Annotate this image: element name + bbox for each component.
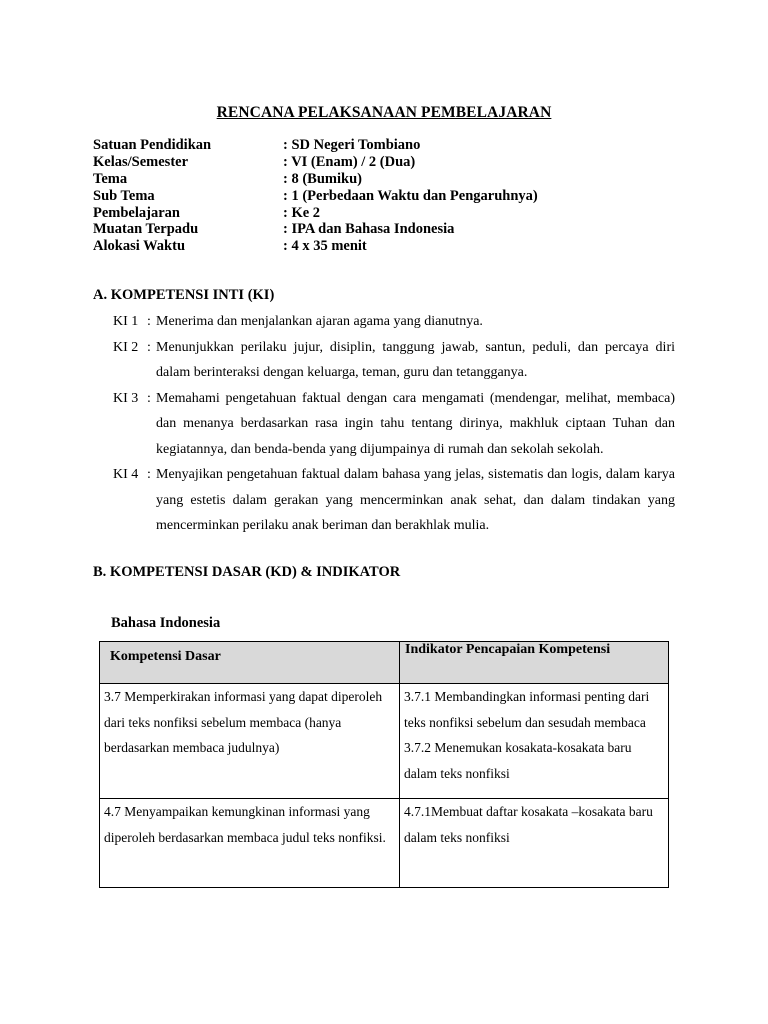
kd-table	[99, 641, 669, 888]
info-row	[93, 154, 538, 171]
section-heading-kd: B. KOMPETENSI DASAR (KD) & INDIKATOR	[93, 564, 401, 580]
table-header-cell: Indikator Pencapaian Kompetensi	[400, 642, 669, 684]
ki-text: Memahami pengetahuan faktual dengan cara mengamati (mendengar, melihat, membaca) dan menanya berdasarkan rasa ingin tahu tentang dirinya, makhluk ciptaan Tuhan dan kegiatannya, dan benda-benda yang dijumpainya di rumah dan sekolah sekolah.	[156, 390, 675, 457]
info-row	[93, 238, 538, 255]
info-value: : 8 (Bumiku)	[283, 170, 362, 187]
kd-cell: 3.7 Memperkirakan informasi yang dapat diperoleh dari teks nonfiksi sebelum membaca (hanya berdasarkan membaca judulnya)	[100, 684, 400, 799]
info-block	[93, 137, 538, 255]
table-header-cell: Kompetensi Dasar	[100, 642, 400, 684]
info-value: : 1 (Perbedaan Waktu dan Pengaruhnya)	[283, 187, 538, 204]
ki-item: KI 1 : Menerima dan menjalankan ajaran agama yang dianutnya.	[113, 309, 675, 335]
subject-heading: Bahasa Indonesia	[111, 615, 221, 631]
document-title: RENCANA PELAKSANAAN PEMBELAJARAN	[216, 104, 552, 121]
info-value: : VI (Enam) / 2 (Dua)	[283, 153, 416, 170]
indicator-item: 3.7.2 Menemukan kosakata-kosakata baru dalam teks nonfiksi	[404, 740, 632, 781]
info-label: Tema	[93, 170, 128, 187]
info-label: Pembelajaran	[93, 204, 180, 221]
table-row	[100, 799, 669, 888]
info-value: : Ke 2	[283, 204, 321, 221]
ki-code: KI 4	[113, 467, 139, 482]
info-label: Kelas/Semester	[93, 153, 189, 170]
ki-text: Menunjukkan perilaku jujur, disiplin, tanggung jawab, santun, peduli, dan percaya diri dalam berinteraksi dengan keluarga, teman, guru dan tetangganya.	[156, 339, 675, 380]
info-row	[93, 137, 538, 154]
info-value: : SD Negeri Tombiano	[283, 137, 421, 153]
indicator-cell	[400, 799, 669, 888]
info-label: Alokasi Waktu	[93, 238, 186, 255]
info-label: Sub Tema	[93, 187, 155, 204]
ki-text: Menerima dan menjalankan ajaran agama yang dianutnya.	[156, 314, 483, 329]
info-row	[93, 188, 538, 205]
indicator-cell	[400, 684, 669, 799]
info-label: Satuan Pendidikan	[93, 137, 212, 153]
indicator-item: 4.7.1Membuat daftar kosakata –kosakata baru dalam teks nonfiksi	[404, 804, 653, 845]
ki-item: KI 2 : Menunjukkan perilaku jujur, disiplin, tanggung jawab, santun, peduli, dan percaya diri dalam berinteraksi dengan keluarga, teman, guru dan tetangganya.	[113, 335, 675, 386]
indicator-item: 3.7.1 Membandingkan informasi penting dari teks nonfiksi sebelum dan sesudah membaca	[404, 689, 650, 730]
info-row	[93, 221, 538, 238]
info-value: : 4 x 35 menit	[283, 238, 367, 255]
ki-code: KI 3	[113, 390, 139, 406]
section-heading-ki: A. KOMPETENSI INTI (KI)	[93, 287, 275, 303]
table-row	[100, 684, 669, 799]
info-row	[93, 171, 538, 188]
ki-code: KI 1	[113, 314, 139, 329]
table-header-row	[100, 642, 669, 684]
ki-item: KI 3 : Memahami pengetahuan faktual dengan cara mengamati (mendengar, melihat, membaca) dan menanya berdasarkan rasa ingin tahu tentang dirinya, makhluk ciptaan Tuhan dan kegiatannya, dan benda-benda yang dijumpainya di rumah dan sekolah sekolah.	[113, 386, 675, 463]
ki-item: KI 4 : Menyajikan pengetahuan faktual dalam bahasa yang jelas, sistematis dan logis, dalam karya yang estetis dalam gerakan yang mencerminkan anak sehat, dan dalam tindakan yang mencerminkan perilaku anak beriman dan berakhlak mulia.	[113, 462, 675, 539]
info-value: : IPA dan Bahasa Indonesia	[283, 221, 455, 238]
ki-list	[113, 309, 675, 539]
ki-code: KI 2	[113, 339, 139, 355]
info-label: Muatan Terpadu	[93, 221, 199, 238]
info-row	[93, 205, 538, 222]
kd-cell: 4.7 Menyampaikan kemungkinan informasi yang diperoleh berdasarkan membaca judul teks nonfiksi.	[100, 799, 400, 888]
ki-text: Menyajikan pengetahuan faktual dalam bahasa yang jelas, sistematis dan logis, dalam karya yang estetis dalam gerakan yang mencerminkan anak sehat, dan dalam tindakan yang mencerminkan perilaku anak beriman dan berakhlak mulia.	[156, 467, 675, 533]
